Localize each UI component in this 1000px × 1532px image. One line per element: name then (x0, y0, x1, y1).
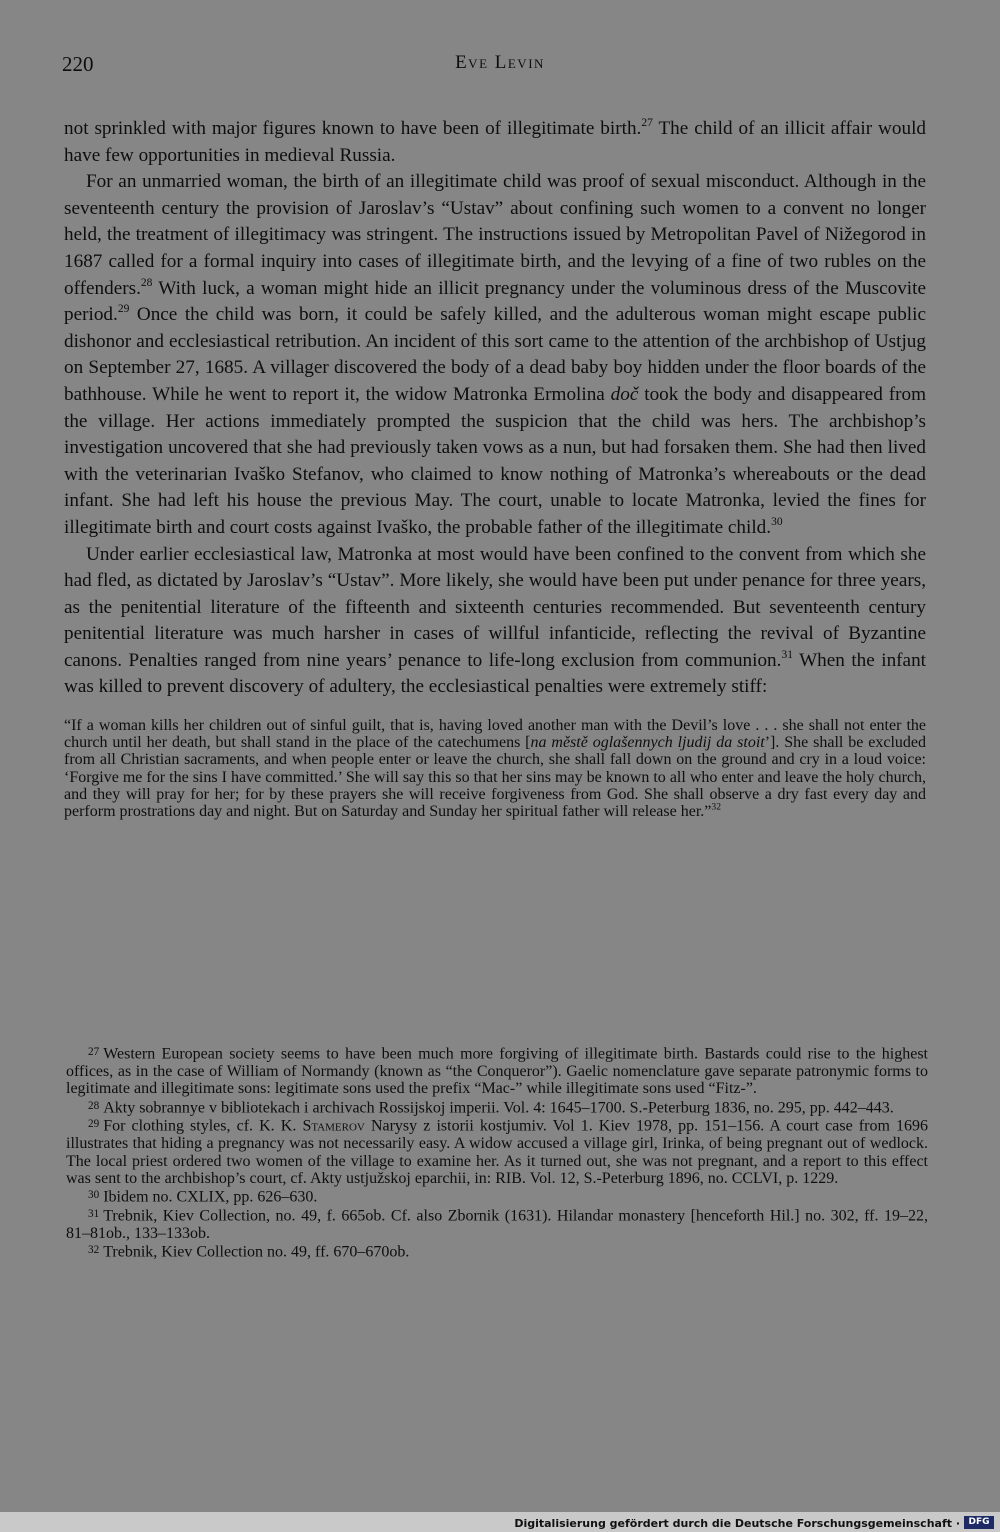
footnote-30 (66, 1187, 928, 1206)
footnote-text: For clothing styles, cf. K. K. (103, 1117, 303, 1135)
footnote-number: 28 (88, 1099, 100, 1112)
italic-quote-term: na městě oglašennych ljudij da stoit (530, 734, 765, 752)
text-run: Once the child was born, it could be safely killed, and the adulterous woman might escape public dishonor and ecclesiastical retribution. An incident of this sort came to the attention of the archbishop of Ustjug on September 27, 1685. A villager discovered the body of a dead baby boy hidden under the floor boards of the bathhouse. While he went to report it, the widow Matronka Ermolina (64, 304, 926, 405)
text-run: The child of an illicit affair would have few opportunities in medieval Russia. (64, 118, 926, 166)
paragraph-1 (64, 116, 926, 169)
italic-term: doč (610, 383, 639, 405)
text-run: “If a woman kills her children out of sinful guilt, that is, having loved another man with the Devil’s love . . . she shall not enter the church until her death, but shall stand in the place of the catechumens [ (64, 717, 926, 752)
footnote-27 (66, 1044, 928, 1098)
footnote-text: Western European society seems to have been much more forgiving of illegitimate birth. Bastards could rise to the highest offices, as in the case of William of Normandy (known as “the Conqueror”). Gaelic nomenclature gave separate patronymic forms to legitimate and illegitimate sons: legitimate sons used the prefix “Mac-” while illegitimate sons used “Fitz-”. (66, 1045, 928, 1098)
footnotes (66, 1044, 928, 1261)
block-quote (64, 717, 926, 820)
footer-bar (0, 1512, 1000, 1532)
footnote-ref-27: 27 (641, 116, 653, 129)
footnote-text: Ibidem no. CXLIX, pp. 626–630. (103, 1188, 318, 1206)
footnote-31 (66, 1206, 928, 1242)
footnote-text: Narysy z istorii kostjumiv. Vol 1. Kiev 1978, pp. 151–156. A court case from 1696 illustrates that hiding a pregnancy was not necessarily easy. A widow accused a village girl, Irinka, of being pregnant out of wedlock. The local priest ordered two women of the village to examine her. As it turned out, she was not pregnant, and a report to this effect was sent to the archbishop’s court, cf. Akty ustjužskoj eparchii, in: RIB. Vol. 12, S.-Peterburg 1896, no. CCLVI, p. 1229. (66, 1117, 928, 1187)
paragraph-3 (64, 542, 926, 702)
footnote-number: 27 (88, 1046, 100, 1058)
dfg-logo-icon: DFG (964, 1516, 994, 1529)
text-run: took the body and disappeared from the village. Her actions immediately prompted the suspicion that the child was hers. The archbishop’s investigation uncovered that she had previously taken vows as a nun, but had forsaken them. She had then lived with the veterinarian Ivaško Stefanov, who claimed to know nothing of Matronka’s whereabouts or the dead infant. She had left his house the previous May. The court, unable to locate Matronka, levied the fines for illegitimate birth and court costs against Ivaško, the probable father of the illegitimate child. (64, 383, 926, 538)
footnote-text: Akty sobrannye v bibliotekach i archivach Rossijskoj imperii. Vol. 4: 1645–1700. S.-Peterburg 1836, no. 295, pp. 442–443. (103, 1098, 894, 1116)
footnote-28 (66, 1098, 928, 1117)
footnote-number: 31 (88, 1208, 100, 1221)
author-name: Stamerov (302, 1117, 365, 1135)
footnote-29 (66, 1116, 928, 1187)
paragraph-2 (64, 169, 926, 541)
footnote-number: 30 (88, 1189, 100, 1202)
digitization-credit: Digitalisierung gefördert durch die Deutsche Forschungsgemeinschaft · (514, 1517, 960, 1530)
footnote-number: 32 (88, 1244, 100, 1257)
footnote-32 (66, 1242, 928, 1261)
running-head: Eve Levin (455, 52, 545, 73)
text-run: not sprinkled with major figures known to have been of illegitimate birth. (64, 118, 642, 139)
text-run: When the infant was killed to prevent discovery of adultery, the ecclesiastical penalties were extremely stiff: (64, 649, 926, 698)
page-number: 220 (62, 52, 94, 76)
text-run: Under earlier ecclesiastical law, Matronka at most would have been confined to the convent from which she had fled, as dictated by Jaroslav’s “Ustav”. More likely, she would have been put under penance for three years, as the penitential literature of the fifteenth and sixteenth centuries recommended. But seventeenth century penitential literature was much harsher in cases of willful infanticide, reflecting the revival of Byzantine canons. Penalties ranged from nine years’ penance to life-long exclusion from communion. (64, 543, 926, 671)
text-run: ’]. She shall be excluded from all Christian sacraments, and when people enter or leave the church, she shall fall down on the ground and cry in a loud voice: ‘Forgive me for the sins I have committed.’ She will say this so that her sins may be known to all who enter and leave the holy church, and they will pray for her; for by these prayers she will receive forgiveness from God. She shall observe a dry fast every day and perform prostrations day and night. But on Saturday and Sunday her spiritual father will release her.” (64, 734, 927, 821)
footnote-ref-29: 29 (117, 303, 130, 316)
footnote-text: Trebnik, Kiev Collection no. 49, ff. 670–670ob. (103, 1243, 410, 1261)
footnote-ref-30: 30 (771, 515, 783, 528)
footnote-ref-28: 28 (140, 276, 153, 289)
text-run: With luck, a woman might hide an illicit pregnancy under the voluminous dress of the Muscovite period. (64, 277, 926, 326)
footnote-text: Trebnik, Kiev Collection, no. 49, f. 665ob. Cf. also Zbornik (1631). Hilandar monastery [henceforth Hil.] no. 302, ff. 19–22, 81–81ob., 133–133ob. (66, 1207, 928, 1242)
main-text (64, 116, 926, 820)
footnote-number: 29 (88, 1118, 100, 1131)
footnote-ref-31: 31 (781, 648, 793, 661)
text-run: For an unmarried woman, the birth of an illegitimate child was proof of sexual misconduct. Although in the seventeenth century the provision of Jaroslav’s “Ustav” about confining such women to a convent no longer held, the treatment of illegitimacy was stringent. The instructions issued by Metropolitan Pavel of Nižegorod in 1687 called for a formal inquiry into cases of illegitimate birth, and the levying of a fine of two rubles on the offenders. (64, 171, 926, 299)
footnote-ref-32: 32 (711, 801, 721, 813)
